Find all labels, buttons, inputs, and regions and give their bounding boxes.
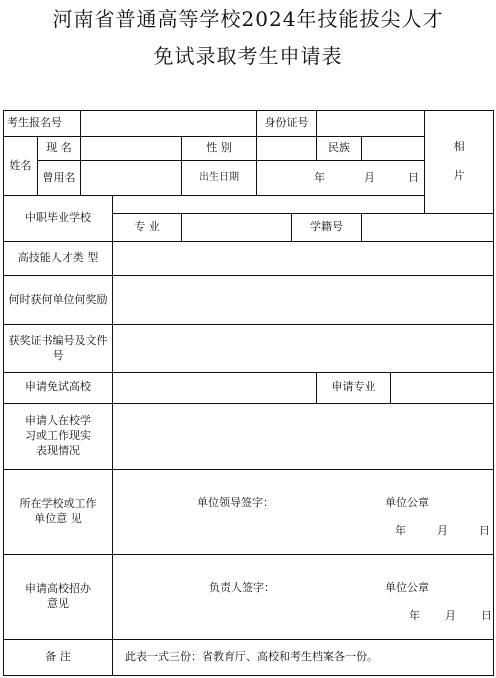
vocational-school-field[interactable] bbox=[113, 195, 425, 213]
unit-seal-label-2: 单位公章 bbox=[385, 580, 429, 594]
ethnicity-field[interactable] bbox=[362, 137, 425, 161]
school-opinion-label: 所在学校或工作单位意 见 bbox=[4, 470, 113, 555]
certificate-field[interactable] bbox=[113, 324, 494, 372]
university-opinion-field[interactable] bbox=[113, 554, 494, 639]
form-title-line1: 河南省普通高等学校2024年技能拔尖人才 bbox=[52, 7, 444, 31]
award-time-label: 何时获何单位何奖励 bbox=[4, 276, 113, 324]
school-opinion-year: 年 bbox=[395, 524, 406, 538]
applied-major-field[interactable] bbox=[391, 373, 494, 403]
school-opinion-day: 日 bbox=[479, 524, 490, 538]
birth-date-label: 出生日期 bbox=[182, 161, 257, 195]
applied-major-label: 申请专业 bbox=[317, 373, 391, 403]
gender-field[interactable] bbox=[257, 137, 317, 161]
ethnicity-label: 民族 bbox=[317, 137, 362, 161]
responsible-signature-label: 负责人签字： bbox=[209, 580, 275, 594]
school-opinion-field[interactable] bbox=[113, 470, 494, 555]
exam-no-field[interactable] bbox=[81, 111, 257, 137]
talent-type-label: 高技能人才类 型 bbox=[4, 242, 113, 276]
application-form-table bbox=[3, 110, 494, 676]
birth-month-unit: 月 bbox=[364, 171, 376, 185]
certificate-label: 获奖证书编号及文件号 bbox=[4, 324, 113, 372]
photo-label-char2: 片 bbox=[453, 168, 465, 182]
id-no-field[interactable] bbox=[317, 111, 425, 137]
unit-seal-label-1: 单位公章 bbox=[385, 496, 429, 510]
performance-field[interactable] bbox=[113, 403, 494, 470]
award-time-field[interactable] bbox=[113, 276, 494, 324]
former-name-label: 曾用名 bbox=[38, 161, 81, 195]
remarks-label: 备 注 bbox=[4, 639, 113, 675]
remarks-text: 此表一式三份：省教育厅、高校和考生档案各一份。 bbox=[113, 639, 494, 675]
student-no-field[interactable] bbox=[362, 213, 494, 241]
form-title-line2: 免试录取考生申请表 bbox=[153, 44, 343, 68]
university-opinion-year: 年 bbox=[409, 608, 420, 622]
talent-type-field[interactable] bbox=[113, 242, 494, 276]
vocational-school-label: 中职毕业学校 bbox=[4, 195, 113, 241]
school-opinion-month: 月 bbox=[437, 524, 448, 538]
current-name-field[interactable] bbox=[81, 137, 182, 161]
birth-day-unit: 日 bbox=[408, 171, 420, 185]
gender-label: 性 别 bbox=[182, 137, 257, 161]
id-no-label: 身份证号 bbox=[257, 111, 317, 137]
photo-label-char1: 相 bbox=[453, 140, 465, 154]
name-label: 姓名 bbox=[4, 137, 38, 196]
leader-signature-label: 单位领导签字： bbox=[197, 496, 274, 510]
major-field[interactable] bbox=[182, 213, 292, 241]
applied-university-label: 申请免试高校 bbox=[4, 373, 113, 403]
university-opinion-day: 日 bbox=[481, 608, 492, 622]
university-opinion-month: 月 bbox=[445, 608, 456, 622]
birth-year-unit: 年 bbox=[314, 171, 326, 185]
student-no-label: 学籍号 bbox=[292, 213, 362, 241]
major-label: 专 业 bbox=[113, 213, 182, 241]
applied-university-field[interactable] bbox=[113, 373, 317, 403]
university-opinion-label: 申请高校招办意见 bbox=[4, 554, 113, 639]
current-name-label: 现 名 bbox=[38, 137, 81, 161]
exam-no-label: 考生报名号 bbox=[4, 111, 81, 137]
performance-label: 申请人在校学习或工作现实表现情况 bbox=[4, 403, 113, 470]
photo-box[interactable] bbox=[425, 111, 494, 214]
birth-date-field[interactable] bbox=[257, 161, 425, 195]
former-name-field[interactable] bbox=[81, 161, 182, 195]
